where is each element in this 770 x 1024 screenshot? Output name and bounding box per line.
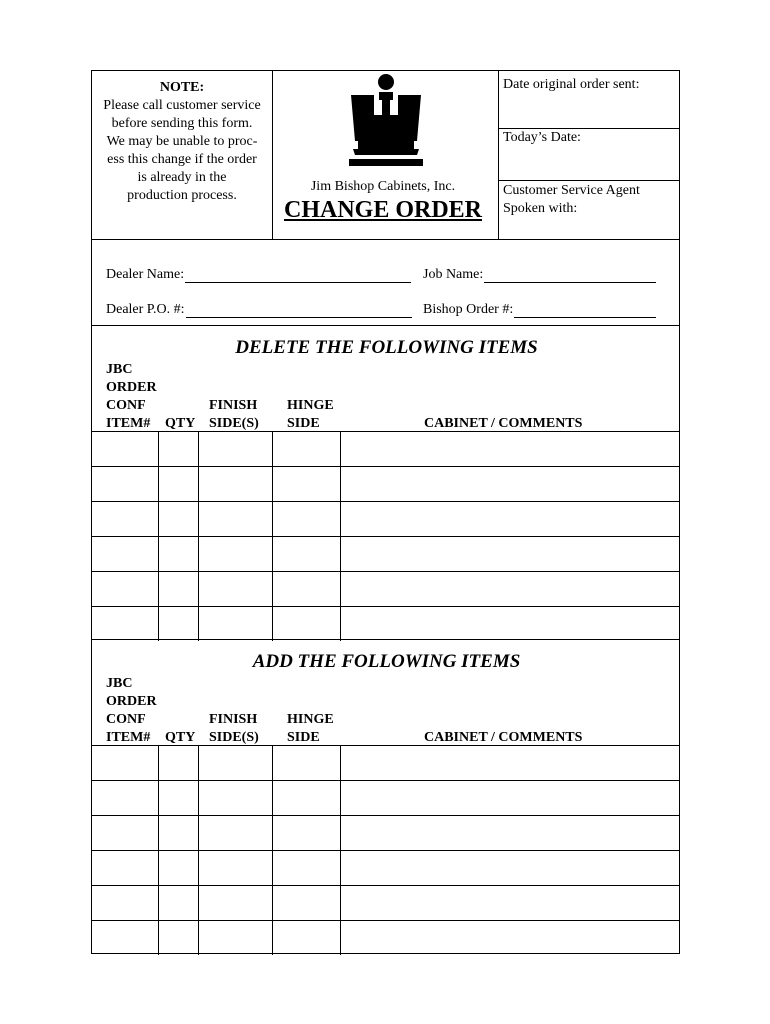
delete-col-item: JBC ORDER CONF ITEM# <box>106 362 157 431</box>
note-box <box>92 79 272 205</box>
header-bottom-border <box>92 239 680 240</box>
add-col-finish: FINISH SIDE(S) <box>209 712 259 745</box>
add-col-hinge: HINGE SIDE <box>287 712 334 745</box>
delete-column-divider <box>158 431 159 641</box>
delete-table-row[interactable] <box>92 501 680 536</box>
header-divider-left <box>272 71 273 239</box>
delete-col-qty: QTY <box>165 416 196 431</box>
note-text: Please call customer service before sending this form. We may be unable to proc- ess this change if the order is already in the production process. <box>103 98 261 203</box>
add-table-row[interactable] <box>92 780 680 815</box>
bishop-order-field[interactable] <box>423 302 656 318</box>
delete-table-row[interactable] <box>92 431 680 466</box>
add-column-divider <box>198 745 199 955</box>
dealer-name-label: Dealer Name: <box>106 267 185 282</box>
delete-column-divider <box>340 431 341 641</box>
delete-column-divider <box>272 431 273 641</box>
delete-table-row[interactable] <box>92 571 680 606</box>
add-column-divider <box>158 745 159 955</box>
add-table-row[interactable] <box>92 885 680 920</box>
delete-col-hinge: HINGE SIDE <box>287 398 334 431</box>
add-table-row[interactable] <box>92 850 680 885</box>
delete-col-finish: FINISH SIDE(S) <box>209 398 259 431</box>
bishop-order-label: Bishop Order #: <box>423 302 514 317</box>
delete-col-comments: CABINET / COMMENTS <box>424 416 583 431</box>
dealer-name-field[interactable] <box>106 267 411 283</box>
delete-table-row[interactable] <box>92 466 680 501</box>
todays-date-label: Today’s Date: <box>503 130 581 145</box>
delete-section-bottom <box>92 639 680 640</box>
delete-table-row[interactable] <box>92 606 680 641</box>
dealer-po-line[interactable] <box>186 303 412 318</box>
add-table-row[interactable] <box>92 815 680 850</box>
job-name-field[interactable] <box>423 267 656 283</box>
job-name-line[interactable] <box>484 268 656 283</box>
fields-bottom-border <box>92 325 680 326</box>
add-table-row[interactable] <box>92 745 680 780</box>
header-box-divider-2 <box>498 180 680 181</box>
job-name-label: Job Name: <box>423 267 484 282</box>
bishop-order-line[interactable] <box>514 303 656 318</box>
customer-service-agent-label: Customer Service Agent Spoken with: <box>503 183 640 216</box>
dealer-po-label: Dealer P.O. #: <box>106 302 185 317</box>
company-name: Jim Bishop Cabinets, Inc. <box>310 179 456 194</box>
add-col-item: JBC ORDER CONF ITEM# <box>106 676 157 745</box>
dealer-po-field[interactable] <box>106 302 412 318</box>
add-table-row[interactable] <box>92 920 680 955</box>
add-column-divider <box>272 745 273 955</box>
header-divider-right <box>498 71 499 239</box>
dealer-name-line[interactable] <box>185 268 411 283</box>
change-order-form <box>91 70 680 954</box>
note-title: NOTE: <box>159 80 205 95</box>
delete-column-divider <box>198 431 199 641</box>
chess-king-logo-icon <box>344 73 424 176</box>
add-column-divider <box>340 745 341 955</box>
add-section-title: ADD THE FOLLOWING ITEMS <box>252 651 521 672</box>
add-col-comments: CABINET / COMMENTS <box>424 730 583 745</box>
date-original-order-label: Date original order sent: <box>503 77 640 92</box>
delete-section-title: DELETE THE FOLLOWING ITEMS <box>235 337 538 358</box>
add-col-qty: QTY <box>165 730 196 745</box>
form-title: CHANGE ORDER <box>283 197 482 223</box>
delete-table-row[interactable] <box>92 536 680 571</box>
